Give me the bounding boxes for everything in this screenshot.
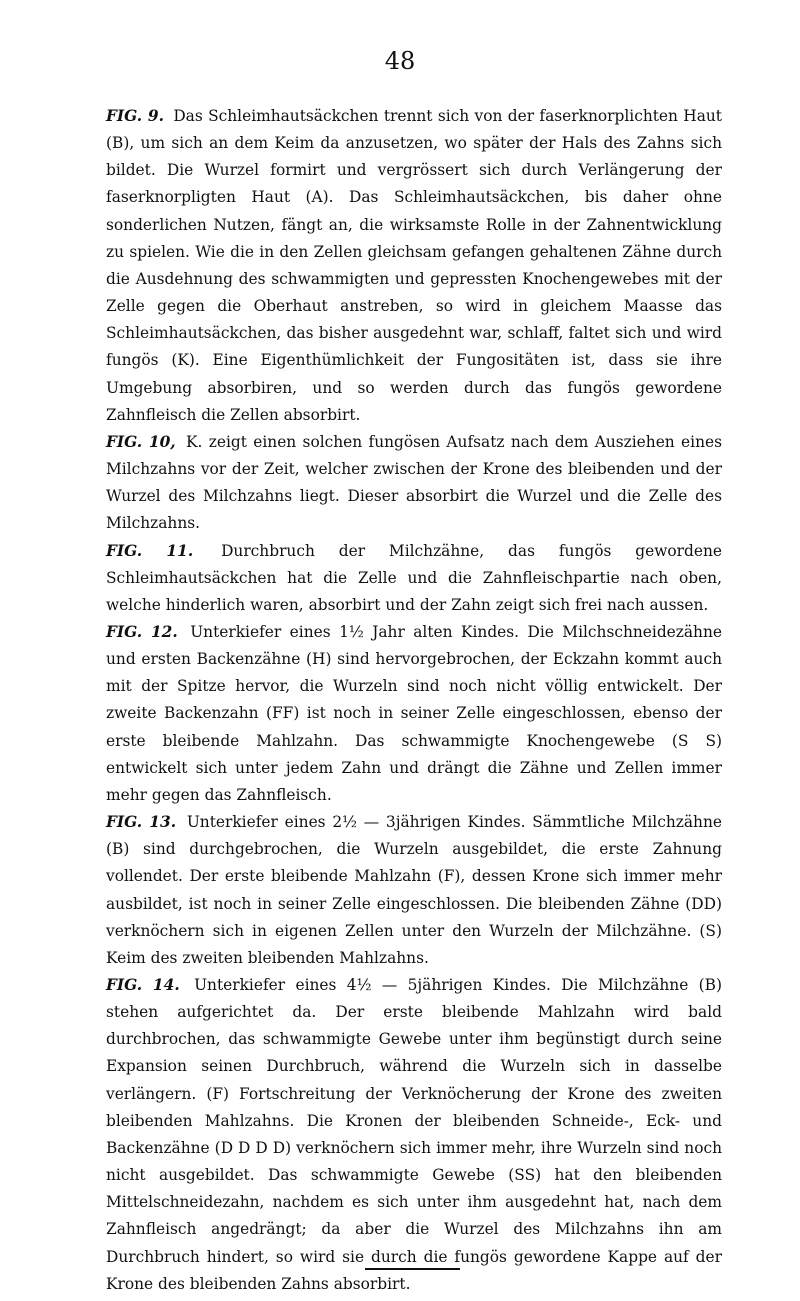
- paragraph-text: Unterkiefer eines 1½ Jahr alten Kindes. Die Milchschneidezähne und ersten Backenzähne (H) sind hervorgebrochen, der Eckzahn kommt auch mit der Spitze hervor, die Wurzeln sind noch nicht völlig entwickelt. Der zweite Backenzahn (FF) ist noch in seiner Zelle eingeschlossen, ebenso der erste bleibende Mahlzahn. Das schwammigte Knochengewebe (S S) entwickelt sich unter jedem Zahn und drängt die Zähne und Zellen immer mehr gegen das Zahnfleisch.: [106, 622, 722, 804]
- figure-10-paragraph: [106, 429, 722, 538]
- figure-label: FIG. 9.: [106, 107, 164, 125]
- figure-9-paragraph: [106, 103, 722, 429]
- figure-label: FIG. 11.: [106, 541, 194, 560]
- figure-11-paragraph: [106, 538, 722, 619]
- paragraph-text: Unterkiefer eines 4½ — 5jährigen Kindes. Die Milchzähne (B) stehen aufgerichtet da. Der erste bleibende Mahlzahn wird bald durchbrochen, das schwammigte Gewebe unter ihm begünstigt durch seine Expansion seinen Durchbruch, während die Wurzeln sich in dasselbe verlängern. (F) Fortschreitung der Verknöcherung der Krone des zweiten bleibenden Mahlzahns. Die Kronen der bleibenden Schneide-, Eck- und Backenzähne (D D D D) verknöchern sich immer mehr, ihre Wurzeln sind noch nicht ausgebildet. Das schwammigte Gewebe (SS) hat den bleibenden Mittelschneidezahn, nachdem es sich unter ihm ausgedehnt hat, nach dem Zahnfleisch angedrängt; da aber die Wurzel des Milchzahns ihn am Durchbruch hindert, so wird sie durch die fungös gewordene Kappe auf der Krone des bleibenden Zahns absorbirt.: [106, 976, 722, 1293]
- body-text: [106, 103, 722, 1298]
- figure-12-paragraph: [106, 619, 722, 809]
- figure-label: FIG. 14.: [106, 976, 180, 994]
- figure-label: FIG. 10,: [106, 432, 176, 451]
- figure-13-paragraph: [106, 809, 722, 972]
- closing-rule: [365, 1268, 460, 1270]
- paragraph-text: Unterkiefer eines 2½ — 3jährigen Kindes. Sämmtliche Milchzähne (B) sind durchgebrochen, die Wurzeln ausgebildet, die erste Zahnung vollendet. Der erste bleibende Mahlzahn (F), dessen Krone sich immer mehr ausbildet, ist noch in seiner Zelle eingeschlossen. Die bleibenden Zähne (DD) verknöchern sich in eigenen Zellen unter den Wurzeln der Milchzähne. (S) Keim des zweiten bleibenden Mahlzahns.: [106, 813, 722, 967]
- figure-label: FIG. 13.: [106, 813, 177, 832]
- paragraph-text: Durchbruch der Milchzähne, das fungös gewordene Schleimhautsäckchen hat die Zelle und die Zahnfleischpartie nach oben, welche hinderlich waren, absorbirt und der Zahn zeigt sich frei nach aussen.: [106, 541, 722, 614]
- paragraph-text: K. zeigt einen solchen fungösen Aufsatz nach dem Ausziehen eines Milchzahns vor der Zeit, welcher zwischen der Krone des bleibenden und der Wurzel des Milchzahns liegt. Dieser absorbirt die Wurzel und die Zelle des Milchzahns.: [106, 432, 722, 533]
- figure-label: FIG. 12.: [106, 622, 178, 641]
- page-number: 48: [384, 47, 416, 75]
- figure-14-paragraph: [106, 972, 722, 1298]
- paragraph-text: Das Schleimhautsäckchen trennt sich von der faserknorplichten Haut (B), um sich an dem Keim da anzusetzen, wo später der Hals des Zahns sich bildet. Die Wurzel formirt und vergrössert sich durch Verlängerung der faserknorpligten Haut (A). Das Schleimhautsäckchen, bis daher ohne sonderlichen Nutzen, fängt an, die wirksamste Rolle in der Zahnentwicklung zu spielen. Wie die in den Zellen gleichsam gefangen gehaltenen Zähne durch die Ausdehnung des schwammigten und gepressten Knochengewebes mit der Zelle gegen die Oberhaut anstreben, so wird in gleichem Maasse das Schleimhautsäckchen, das bisher ausgedehnt war, schlaff, faltet sich und wird fungös (K). Eine Eigenthümlichkeit der Fungositäten ist, dass sie ihre Umgebung absorbiren, und so werden durch das fungös gewordene Zahnfleisch die Zellen absorbirt.: [106, 107, 722, 424]
